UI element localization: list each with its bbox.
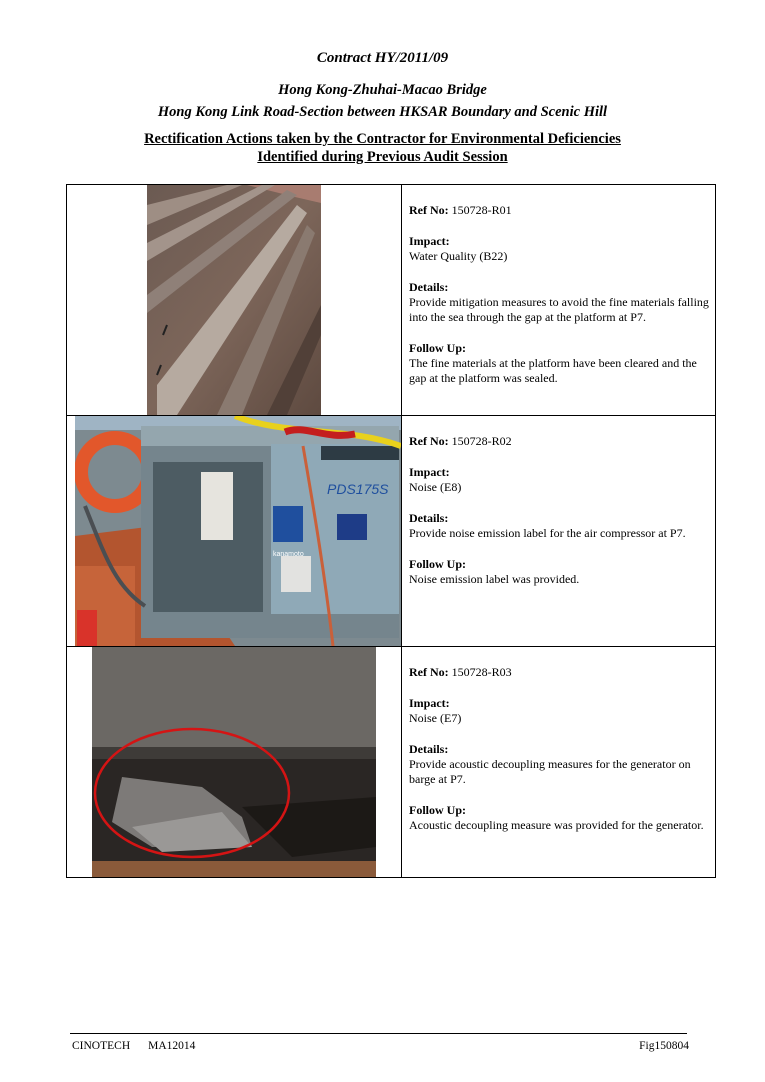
compressor-brand-text: kanamoto xyxy=(273,551,304,558)
rectification-table xyxy=(66,184,716,878)
impact-label: Impact: xyxy=(409,234,450,248)
impact-label: Impact: xyxy=(409,465,450,479)
contract-heading: Contract HY/2011/09 xyxy=(316,50,449,66)
details-text: Provide mitigation measures to avoid the fine materials falling into the sea through the gap at the platform at P7. xyxy=(409,295,709,324)
follow-up-label: Follow Up: xyxy=(409,341,466,355)
compressor-model-text: PDS175S xyxy=(327,481,389,497)
air-compressor-photo xyxy=(75,416,401,646)
footer-company: CINOTECH xyxy=(72,1040,131,1052)
deficiency-details-cell xyxy=(402,185,716,416)
footer-ref: MA12014 xyxy=(148,1040,196,1052)
deficiency-details-cell xyxy=(402,416,716,647)
impact-value: Water Quality (B22) xyxy=(409,249,508,263)
platform-gap-photo xyxy=(147,185,321,415)
impact-label: Impact: xyxy=(409,696,450,710)
ref-label: Ref No: xyxy=(409,434,449,448)
table-row xyxy=(67,185,716,416)
table-row xyxy=(67,647,716,878)
document-title-line2: Identified during Previous Audit Session xyxy=(257,149,508,165)
details-label: Details: xyxy=(409,280,449,294)
photo-cell xyxy=(67,416,402,647)
footer-divider xyxy=(70,1033,687,1034)
ref-label: Ref No: xyxy=(409,665,449,679)
section-heading: Hong Kong Link Road-Section between HKSAR Boundary and Scenic Hill xyxy=(157,104,608,120)
table-row xyxy=(67,416,716,647)
generator-decoupling-photo xyxy=(92,647,376,877)
follow-up-text: Noise emission label was provided. xyxy=(409,572,580,586)
footer-left xyxy=(72,1040,213,1052)
ref-number: 150728-R03 xyxy=(451,665,512,679)
ref-label: Ref No: xyxy=(409,203,449,217)
follow-up-label: Follow Up: xyxy=(409,803,466,817)
follow-up-text: Acoustic decoupling measure was provided for the generator. xyxy=(409,818,704,832)
photo-cell xyxy=(67,647,402,878)
impact-value: Noise (E8) xyxy=(409,480,462,494)
ref-number: 150728-R01 xyxy=(451,203,512,217)
ref-number: 150728-R02 xyxy=(451,434,512,448)
impact-value: Noise (E7) xyxy=(409,711,462,725)
project-heading: Hong Kong-Zhuhai-Macao Bridge xyxy=(278,82,487,98)
details-label: Details: xyxy=(409,511,449,525)
document-title-line1: Rectification Actions taken by the Contractor for Environmental Deficiencies xyxy=(144,131,621,147)
details-label: Details: xyxy=(409,742,449,756)
follow-up-text: The fine materials at the platform have been cleared and the gap at the platform was sealed. xyxy=(409,356,697,385)
details-text: Provide noise emission label for the air compressor at P7. xyxy=(409,526,686,540)
footer-figure-number: Fig150804 xyxy=(639,1040,689,1052)
details-text: Provide acoustic decoupling measures for the generator on barge at P7. xyxy=(409,757,691,786)
photo-cell xyxy=(67,185,402,416)
follow-up-label: Follow Up: xyxy=(409,557,466,571)
deficiency-details-cell xyxy=(402,647,716,878)
